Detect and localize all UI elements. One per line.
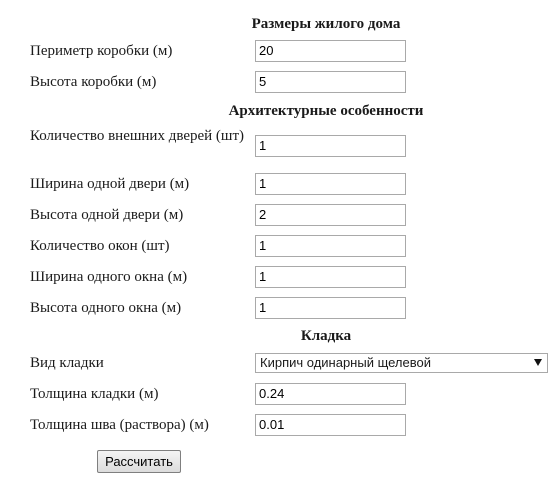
section-title-house: Размеры жилого дома [251, 16, 401, 32]
box-height-label: Высота коробки (м) [30, 74, 157, 90]
section-title-masonry: Кладка [300, 328, 352, 344]
masonry-type-select[interactable] [255, 353, 548, 373]
perimeter-input[interactable] [255, 40, 406, 62]
doors-count-input[interactable] [255, 135, 406, 157]
joint-thickness-input[interactable] [255, 414, 406, 436]
masonry-type-selected-value: Кирпич одинарный щелевой [260, 355, 431, 370]
masonry-type-label: Вид кладки [30, 355, 104, 371]
window-width-label: Ширина одного окна (м) [30, 269, 188, 285]
door-width-input[interactable] [255, 173, 406, 195]
door-height-label: Высота одной двери (м) [30, 207, 184, 223]
window-width-input[interactable] [255, 266, 406, 288]
window-height-input[interactable] [255, 297, 406, 319]
door-width-label: Ширина одной двери (м) [30, 176, 190, 192]
masonry-thickness-input[interactable] [255, 383, 406, 405]
masonry-thickness-label: Толщина кладки (м) [30, 386, 159, 402]
dropdown-arrow-icon [534, 359, 542, 366]
windows-count-input[interactable] [255, 235, 406, 257]
windows-count-label: Количество окон (шт) [30, 238, 170, 254]
calculate-button[interactable]: Рассчитать [97, 450, 181, 473]
perimeter-label: Периметр коробки (м) [30, 43, 173, 59]
door-height-input[interactable] [255, 204, 406, 226]
section-title-architecture: Архитектурные особенности [228, 103, 424, 119]
doors-count-label: Количество внешних дверей (шт) [30, 128, 245, 144]
window-height-label: Высота одного окна (м) [30, 300, 182, 316]
box-height-input[interactable] [255, 71, 406, 93]
joint-thickness-label: Толщина шва (раствора) (м) [30, 417, 209, 433]
